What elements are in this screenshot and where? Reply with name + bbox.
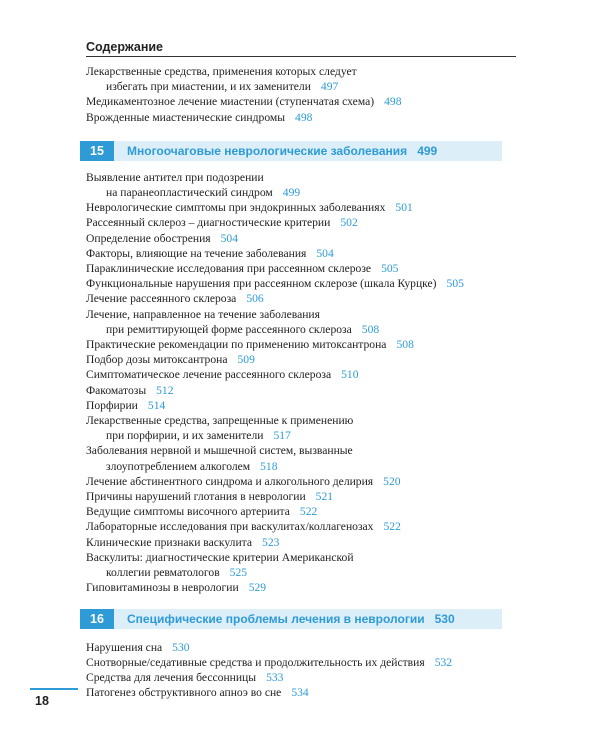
header-rule xyxy=(86,56,516,57)
chapter-title: Специфические проблемы лечения в неврологии xyxy=(127,611,425,626)
toc-entry-title-part: Медикаментозное лечение миастении (ступенчатая схема) xyxy=(86,95,375,109)
toc-entry-text xyxy=(86,246,526,261)
toc-entry-text xyxy=(86,231,526,246)
toc-entry[interactable] xyxy=(86,307,526,337)
toc-entry[interactable] xyxy=(86,110,526,125)
toc-entry-text xyxy=(86,670,526,685)
toc-entry-text xyxy=(86,504,526,519)
toc-entry-page: 518 xyxy=(260,459,278,473)
toc-entry-title-part: Параклинические исследования при рассеянном склерозе xyxy=(86,262,372,276)
toc-entry-title-part: Неврологические симптомы при эндокринных заболеваниях xyxy=(86,201,386,215)
toc-entry-page: 517 xyxy=(273,429,291,443)
running-header: Содержание xyxy=(86,40,164,54)
toc-entry-title-part: злоупотреблением алкоголем xyxy=(106,459,251,473)
chapter-heading-16[interactable] xyxy=(80,609,502,629)
toc-entry-page: 506 xyxy=(246,292,264,306)
toc-entry-text xyxy=(86,337,526,352)
toc-entry-title-part: Факоматозы xyxy=(86,383,147,397)
toc-entry-text xyxy=(86,474,526,489)
toc-entry-title-part: Гиповитаминозы в неврологии xyxy=(86,581,239,595)
toc-entry[interactable] xyxy=(86,367,526,382)
toc-entry-title-part: Снотворные/седативные средства и продолжительность их действия xyxy=(86,655,425,669)
toc-entry-page: 504 xyxy=(220,231,239,245)
toc-entry-title-part: при порфирии, и их заменители xyxy=(106,429,264,443)
toc-entry-title-part: Рассеянный склероз – диагностические критерии xyxy=(86,216,331,230)
toc-entry-text xyxy=(86,459,526,474)
toc-entry-text: Васкулиты: диагностические критерии Американской xyxy=(86,550,354,564)
toc-content xyxy=(86,64,526,700)
toc-entry[interactable] xyxy=(86,261,526,276)
toc-entry[interactable] xyxy=(86,474,526,489)
chapter-heading-15[interactable] xyxy=(80,141,502,161)
toc-entry-title-part: Порфирии xyxy=(86,398,138,412)
chapter-number: 15 xyxy=(80,141,114,161)
toc-entry[interactable] xyxy=(86,489,526,504)
toc-entry-text xyxy=(86,352,526,367)
toc-entry-page: 498 xyxy=(295,110,313,124)
toc-entry-page: 497 xyxy=(320,80,339,94)
toc-entry-page: 523 xyxy=(262,535,280,549)
toc-entry-title-part: при ремиттирующей форме рассеянного склероза xyxy=(106,322,352,336)
toc-entry-title-part: Средства для лечения бессонницы xyxy=(86,670,257,684)
toc-entry-page: 525 xyxy=(229,566,248,580)
toc-entry-page: 522 xyxy=(299,505,318,519)
toc-entry-title-part: Патогенез обструктивного апноэ во сне xyxy=(86,686,282,700)
toc-entry-page: 498 xyxy=(384,95,402,109)
toc-entry-title-part: Подбор дозы митоксантрона xyxy=(86,353,228,367)
toc-entry[interactable] xyxy=(86,413,526,443)
toc-entry-page: 520 xyxy=(383,474,401,488)
toc-entry-text xyxy=(86,655,526,670)
chapter-number: 16 xyxy=(80,609,114,629)
toc-entry-page: 504 xyxy=(316,246,334,260)
toc-entry-title-part: Лечение рассеянного склероза xyxy=(86,292,237,306)
toc-entry-title-part: Симптоматическое лечение рассеянного склероза xyxy=(86,368,332,382)
toc-entry-page: 534 xyxy=(291,686,309,700)
page-number-bar xyxy=(30,688,78,690)
toc-entry[interactable] xyxy=(86,655,526,670)
toc-entry-page: 505 xyxy=(446,277,464,291)
toc-entry-text xyxy=(86,383,526,398)
toc-entry-text: Лекарственные средства, применения которых следует xyxy=(86,65,357,78)
toc-entry-title-part: Факторы, влияющие на течение заболевания xyxy=(86,246,307,260)
toc-entry[interactable] xyxy=(86,443,526,473)
toc-entry-text xyxy=(86,200,526,215)
toc-entry[interactable] xyxy=(86,535,526,550)
toc-entry-page: 508 xyxy=(361,322,380,336)
toc-entry[interactable] xyxy=(86,519,526,534)
toc-entry[interactable] xyxy=(86,246,526,261)
toc-entry-text xyxy=(86,276,526,291)
toc-entry-text xyxy=(86,580,526,595)
toc-entry-page: 532 xyxy=(434,655,453,669)
toc-entry[interactable] xyxy=(86,291,526,306)
toc-entry-page: 508 xyxy=(396,338,414,352)
toc-entry[interactable] xyxy=(86,337,526,352)
toc-entry-text xyxy=(86,535,526,550)
toc-entry-title-part: Нарушения сна xyxy=(86,640,163,654)
toc-entry-page: 510 xyxy=(341,368,359,382)
toc-entry-title-part: коллегии ревматологов xyxy=(106,566,220,580)
toc-entry-page: 522 xyxy=(383,520,401,534)
toc-entry-text xyxy=(86,398,526,413)
toc-entry-text xyxy=(86,685,526,700)
toc-entry-title-part: Причины нарушений глотания в неврологии xyxy=(86,490,306,504)
toc-entry-page: 512 xyxy=(156,383,174,397)
toc-entry-title-part: Лечение абстинентного синдрома и алкогольного делирия xyxy=(86,474,374,488)
toc-entry-title-part: Практические рекомендации по применению митоксантрона xyxy=(86,338,387,352)
toc-entry-title-part: Врожденные миастенические синдромы xyxy=(86,110,286,124)
toc-list-top xyxy=(86,64,526,125)
toc-entry-text xyxy=(86,291,526,306)
toc-entry-text xyxy=(86,519,526,534)
toc-entry[interactable] xyxy=(86,276,526,291)
toc-entry-page: 502 xyxy=(340,216,358,230)
toc-entry-title-part: Лабораторные исследования при васкулитах/коллагенозах xyxy=(86,520,374,534)
toc-entry[interactable] xyxy=(86,200,526,215)
toc-entry-text xyxy=(86,215,526,230)
toc-entry[interactable] xyxy=(86,170,526,200)
toc-entry-title-part: Функциональные нарушения при рассеянном склерозе (шкала Курцке) xyxy=(86,277,437,291)
toc-entry-title-part: Ведущие симптомы височного артериита xyxy=(86,505,290,519)
toc-entry-page: 514 xyxy=(147,398,166,412)
page-number: 18 xyxy=(35,694,49,708)
toc-entry-page: 509 xyxy=(237,353,255,367)
toc-entry-text xyxy=(86,322,526,337)
toc-entry[interactable] xyxy=(86,504,526,519)
toc-entry-text xyxy=(86,261,526,276)
toc-entry-page: 529 xyxy=(248,581,267,595)
toc-entry-page: 501 xyxy=(395,201,413,215)
toc-entry[interactable] xyxy=(86,94,526,109)
toc-entry-text xyxy=(86,110,526,125)
toc-entry-text: Выявление антител при подозрении xyxy=(86,170,264,184)
chapter-page: 530 xyxy=(434,611,455,626)
toc-entry-title-part: Определение обострения xyxy=(86,231,211,245)
toc-entry-text xyxy=(86,185,526,200)
toc-entry-text xyxy=(86,94,526,109)
toc-entry-page: 521 xyxy=(315,490,334,504)
toc-entry-text xyxy=(86,640,526,655)
toc-entry-text: Лекарственные средства, запрещенные к применению xyxy=(86,414,354,428)
toc-list-chapter-15 xyxy=(86,170,526,596)
toc-entry-page: 505 xyxy=(381,262,399,276)
toc-entry-text xyxy=(86,79,526,94)
toc-entry[interactable] xyxy=(86,215,526,230)
toc-entry[interactable] xyxy=(86,398,526,413)
toc-entry-text xyxy=(86,428,526,443)
toc-entry[interactable] xyxy=(86,383,526,398)
toc-entry-text: Заболевания нервной и мышечной систем, вызванные xyxy=(86,444,353,458)
toc-entry-text: Лечение, направленное на течение заболевания xyxy=(86,307,320,321)
toc-entry-title-part: избегать при миастении, и их заменители xyxy=(106,80,311,94)
toc-entry-page: 499 xyxy=(282,186,301,200)
toc-entry-text xyxy=(86,565,526,580)
toc-entry[interactable] xyxy=(86,352,526,367)
toc-entry[interactable] xyxy=(86,670,526,685)
toc-entry-title-part: на паранеопластический синдром xyxy=(106,186,273,200)
toc-entry-text xyxy=(86,489,526,504)
toc-entry[interactable] xyxy=(86,640,526,655)
toc-entry-text xyxy=(86,367,526,382)
toc-entry-page: 530 xyxy=(172,640,190,654)
chapter-title: Многоочаговые неврологические заболевания xyxy=(127,143,408,158)
toc-entry[interactable] xyxy=(86,580,526,595)
toc-list-chapter-16 xyxy=(86,640,526,701)
toc-entry-title-part: Клинические признаки васкулита xyxy=(86,535,253,549)
toc-entry[interactable] xyxy=(86,64,526,94)
toc-entry[interactable] xyxy=(86,231,526,246)
chapter-page: 499 xyxy=(417,143,438,158)
toc-entry[interactable] xyxy=(86,550,526,580)
toc-entry-page: 533 xyxy=(266,670,284,684)
toc-entry[interactable] xyxy=(86,685,526,700)
